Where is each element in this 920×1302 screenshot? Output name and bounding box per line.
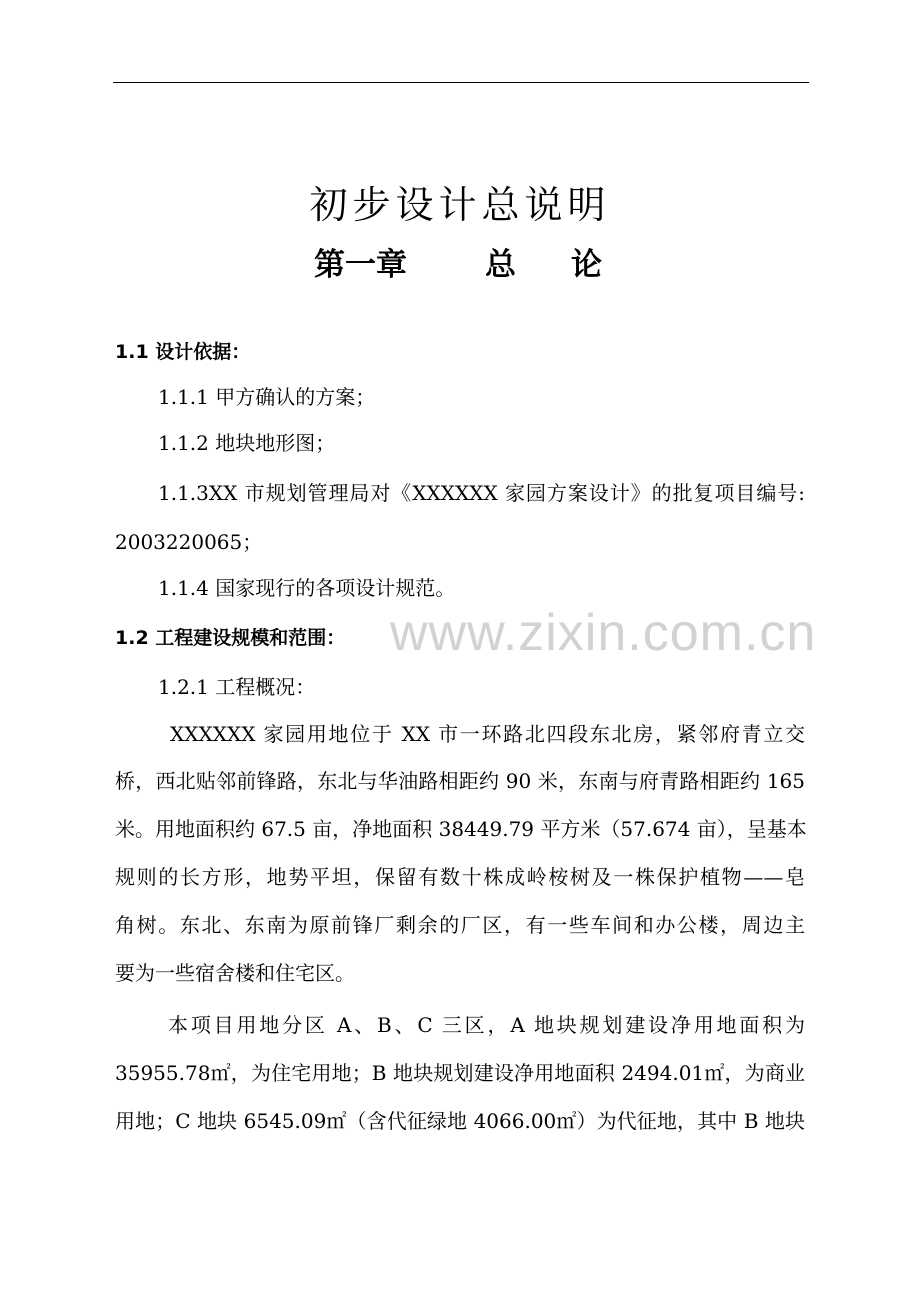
document-title: 初步设计总说明 [309, 183, 611, 227]
list-item: 1.1.3XX 市规划管理局对《XXXXXX 家园方案设计》的批复项目编号: [158, 481, 805, 505]
chapter-word-2: 论 [571, 247, 602, 283]
paragraph-line: 规则的长方形，地势平坦，保留有数十株成岭桉树及一株保护植物——皂 [115, 865, 805, 889]
paragraph-line: 用地；C 地块 6545.09㎡（含代征绿地 4066.00㎡）为代征地，其中 B 地块 [115, 1109, 805, 1133]
chapter-label: 第一章 [314, 247, 407, 283]
section-heading-1-2: 1.2 工程建设规模和范围： [115, 627, 346, 649]
paragraph-line: 本项目用地分区 A、B、C 三区，A 地块规划建设净用地面积为 [168, 1013, 805, 1037]
paragraph-line: 桥，西北贴邻前锋路，东北与华油路相距约 90 米，东南与府青路相距约 165 [115, 769, 805, 793]
paragraph-line: 35955.78㎡，为住宅用地；B 地块规划建设净用地面积 2494.01㎡，为商业 [115, 1061, 805, 1085]
paragraph-line: 米。用地面积约 67.5 亩，净地面积 38449.79 平方米（57.674 亩），呈基本 [115, 817, 807, 841]
list-item: 1.1.2 地块地形图； [158, 431, 336, 455]
list-item-continuation: 2003220065； [115, 530, 263, 554]
header-rule [113, 82, 809, 83]
paragraph-line: XXXXXX 家园用地位于 XX 市一环路北四段东北房，紧邻府青立交 [170, 722, 805, 746]
watermark: www.zixin.com.cn [390, 604, 817, 662]
list-item: 1.1.4 国家现行的各项设计规范。 [158, 576, 456, 600]
subsection-heading: 1.2.1 工程概况： [158, 675, 316, 699]
list-item: 1.1.1 甲方确认的方案； [158, 385, 376, 409]
section-heading-1-1: 1.1 设计依据： [115, 341, 251, 363]
paragraph-line: 要为一些宿舍楼和住宅区。 [115, 961, 355, 985]
paragraph-line: 角树。东北、东南为原前锋厂剩余的厂区，有一些车间和办公楼，周边主 [115, 913, 805, 937]
chapter-word-1: 总 [485, 247, 516, 283]
